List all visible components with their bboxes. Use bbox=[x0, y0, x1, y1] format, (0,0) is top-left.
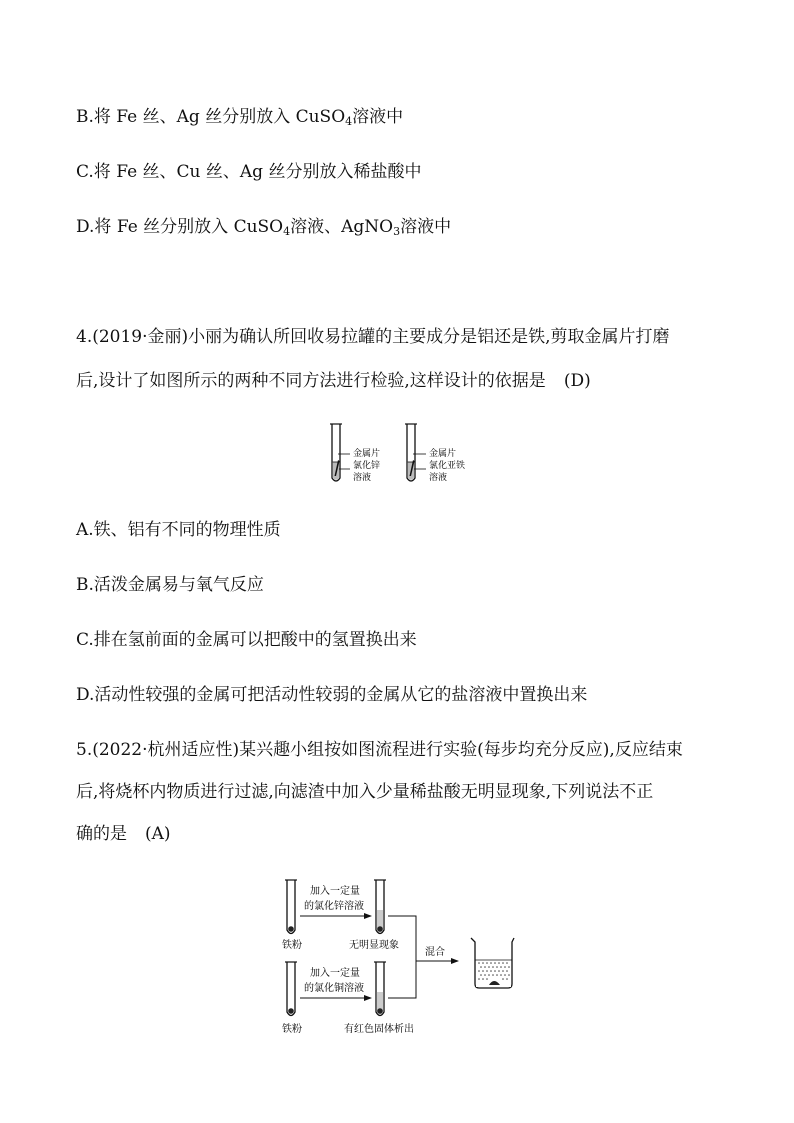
q5-stem-text: 确的是 bbox=[76, 824, 127, 844]
bottom-right-test-tube bbox=[374, 962, 386, 1016]
q5-flow-diagram bbox=[278, 874, 528, 1040]
q4-option-d: D.活动性较强的金属可把活动性较弱的金属从它的盐溶液中置换出来 bbox=[76, 685, 588, 705]
q4-stem-line2 bbox=[76, 370, 591, 392]
subscript: 4 bbox=[345, 115, 353, 128]
tube2-label-solution-1: 氯化亚铁 bbox=[429, 461, 466, 471]
q4-answer: (D) bbox=[563, 371, 591, 391]
q3-option-d-text: D.将 Fe 丝分别放入 CuSO bbox=[76, 217, 284, 237]
top-right-test-tube bbox=[374, 880, 386, 934]
q3-option-b-text: B.将 Fe 丝、Ag 丝分别放入 CuSO bbox=[76, 107, 346, 127]
q3-option-d-text-mid: 溶液、AgNO bbox=[290, 217, 394, 237]
top-arrow-label-2: 的氯化锌溶液 bbox=[304, 901, 364, 912]
mix-bracket bbox=[388, 916, 416, 998]
q4-stem-line1: 4.(2019·金丽)小丽为确认所回收易拉罐的主要成分是铝还是铁,剪取金属片打磨 bbox=[76, 327, 670, 347]
q5-answer: (A) bbox=[145, 824, 171, 844]
top-result-label: 无明显现象 bbox=[349, 940, 399, 951]
q4-option-b: B.活泼金属易与氧气反应 bbox=[76, 575, 264, 595]
bottom-arrow-label-2: 的氯化铜溶液 bbox=[304, 983, 364, 994]
subscript: 3 bbox=[393, 225, 401, 238]
tube2-label-metal: 金属片 bbox=[429, 449, 457, 459]
top-left-tube-label: 铁粉 bbox=[282, 940, 302, 951]
q5-stem-line2: 后,将烧杯内物质进行过滤,向滤渣中加入少量稀盐酸无明显现象,下列说法不正 bbox=[76, 782, 654, 802]
top-left-test-tube bbox=[285, 880, 297, 934]
q3-option-d bbox=[76, 216, 451, 238]
q5-stem-line1: 5.(2022·杭州适应性)某兴趣小组按如图流程进行实验(每步均充分反应),反应结束 bbox=[76, 740, 683, 760]
q4-test-tube-figure bbox=[322, 418, 482, 492]
tube1-label-solution-2: 溶液 bbox=[353, 473, 372, 483]
q4-stem-text: 后,设计了如图所示的两种不同方法进行检验,这样设计的依据是 bbox=[76, 371, 546, 391]
tube2-label-solution-2: 溶液 bbox=[429, 473, 448, 483]
tube1-label-metal: 金属片 bbox=[353, 449, 381, 459]
top-arrow-label-1: 加入一定量 bbox=[310, 886, 360, 897]
tube1-label-solution-1: 氯化锌 bbox=[353, 461, 381, 471]
bottom-left-tube-label: 铁粉 bbox=[282, 1024, 302, 1035]
beaker bbox=[471, 938, 514, 988]
q3-option-b bbox=[76, 106, 403, 128]
test-tube-2 bbox=[405, 424, 426, 481]
q3-option-b-text-end: 溶液中 bbox=[352, 107, 404, 127]
q3-option-c: C.将 Fe 丝、Cu 丝、Ag 丝分别放入稀盐酸中 bbox=[76, 162, 422, 182]
bottom-result-label: 有红色固体析出 bbox=[344, 1024, 414, 1035]
mix-label: 混合 bbox=[425, 947, 445, 958]
q4-option-a: A.铁、铝有不同的物理性质 bbox=[76, 520, 281, 540]
q3-option-d-text-end: 溶液中 bbox=[400, 217, 452, 237]
test-tube-1 bbox=[330, 424, 350, 481]
subscript: 4 bbox=[283, 225, 291, 238]
bottom-arrow-label-1: 加入一定量 bbox=[310, 968, 360, 979]
q5-stem-line3 bbox=[76, 823, 171, 845]
bottom-left-test-tube bbox=[285, 962, 297, 1016]
q4-option-c: C.排在氢前面的金属可以把酸中的氢置换出来 bbox=[76, 630, 417, 650]
